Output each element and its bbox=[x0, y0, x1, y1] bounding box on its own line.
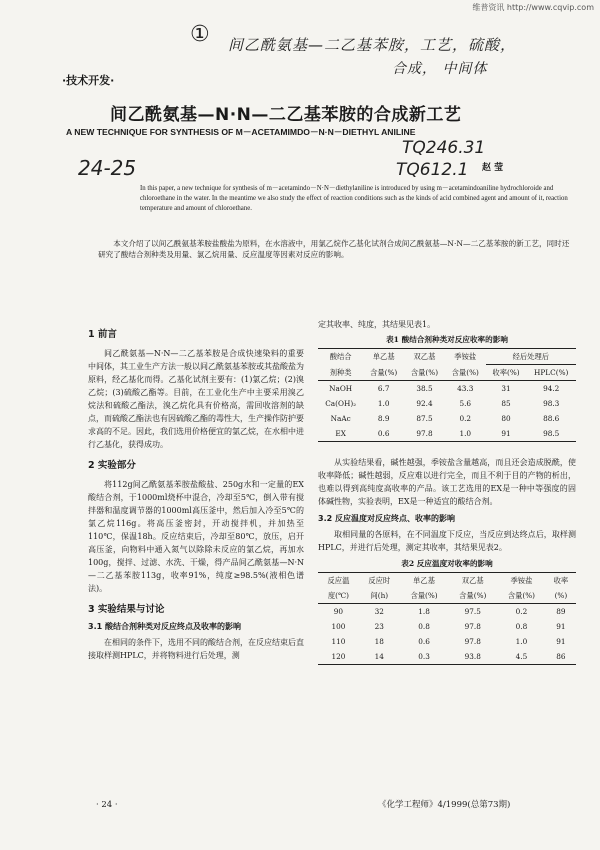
circle-mark: ① bbox=[190, 22, 210, 47]
table-cell: 91 bbox=[501, 429, 511, 438]
table-cell: 43.3 bbox=[457, 384, 474, 393]
table-row bbox=[318, 619, 576, 634]
left-column bbox=[88, 328, 304, 662]
abstract-english: In this paper, a new technique for synthesis of m－acetamindo－N·N－diethylaniline is introduced by using m－acetamindoaniline hydrochloroide and chloroethane in the water. In the meantime we also study the effect of reaction conditions such as the kinds of acid combined agent and amount of it, reaction temperature and amount of chloroethane. bbox=[140, 185, 568, 212]
table-row bbox=[318, 381, 576, 397]
table-cell: 92.4 bbox=[416, 399, 433, 408]
table2-header-cell: 反应温 bbox=[327, 576, 350, 585]
watermark: 维普资讯 http://www.cqvip.com bbox=[472, 3, 594, 12]
table-cell: NaAc bbox=[330, 414, 351, 423]
table1-intro: 定其收率、纯度，其结果见表1。 bbox=[318, 320, 436, 329]
table-cell: 91 bbox=[556, 637, 566, 646]
table-cell: 0.6 bbox=[418, 637, 430, 646]
page-number: · 24 · bbox=[96, 800, 118, 810]
table-cell: 97.8 bbox=[416, 429, 433, 438]
table-cell: 32 bbox=[374, 607, 384, 616]
table1-header-cell: 剂种类 bbox=[329, 367, 352, 377]
table2-header-cell: 含量(%) bbox=[507, 591, 536, 600]
table2 bbox=[318, 572, 576, 665]
handwritten-catalog-2: TQ612.1 bbox=[396, 160, 469, 180]
table1-header-cell: 季铵盐 bbox=[454, 352, 477, 362]
table-cell: 0.3 bbox=[418, 652, 430, 661]
experimental-text: 将112g间乙酰氨基苯胺盐酸盐、250g水和一定量的EX酸结合剂，于1000ml烧杯中混合，冷却至5℃，倒入带有搅拌器和温度调节器的1000ml高压釜中，然后加入冷至5℃的氯乙烷116g。将高压釜密封，开动搅拌机，并加热至110℃，保温18h。反应结束后，冷却至80℃，放压，启开高压釜，向物料中通入氮气以除除未反应的氯乙烷，再加水100g，搅拌、过滤、水洗、干燥，得产品间乙酰氨基—N·N—二乙基苯胺113g，收率91%，纯度≥98.5%(液相色谱法)。 bbox=[88, 480, 304, 593]
table-cell: 97.8 bbox=[464, 637, 481, 646]
handwritten-keywords: 间乙酰氨基—二乙基苯胺，工艺，硫酸， bbox=[228, 36, 517, 54]
heading-results: 3 实验结果与讨论 bbox=[88, 604, 165, 615]
abstract-chinese: 本文介绍了以间乙酰氨基苯胺盐酸盐为原料，在水溶液中，用氯乙烷作乙基化试剂合成间乙酰氨基—N·N—二乙基苯胺的新工艺，同时还研究了酸结合剂种类及用量、氯乙烷用量、反应温度等因素对反应的影响。 bbox=[98, 239, 570, 259]
table-cell: 97.8 bbox=[464, 622, 481, 631]
table-cell: 85 bbox=[501, 399, 511, 408]
handwritten-pages: 24-25 bbox=[78, 156, 137, 180]
table1-caption: 表1 酸结合剂种类对反应收率的影响 bbox=[386, 335, 508, 344]
table1-header-cell: HPLC(%) bbox=[534, 368, 569, 377]
table-cell: 100 bbox=[331, 622, 346, 631]
table-cell: 5.6 bbox=[459, 399, 472, 408]
table2-header-cell: (%) bbox=[554, 591, 568, 600]
table2-header-cell: 间(h) bbox=[370, 591, 389, 600]
handwritten-keywords-2: 合成， 中间体 bbox=[392, 61, 488, 77]
table2-header-cell: 度(℃) bbox=[327, 591, 349, 600]
table-row bbox=[318, 411, 576, 426]
table-cell: 94.2 bbox=[543, 384, 560, 393]
table2-caption: 表2 反应温度对收率的影响 bbox=[401, 559, 493, 568]
title-english: A NEW TECHNIQUE FOR SYNTHESIS OF M－ACETAMIMDO－N·N－DIETHYL ANILINE bbox=[66, 127, 416, 137]
table-cell: 86 bbox=[556, 652, 566, 661]
table1-header-cell: 收率(%) bbox=[492, 368, 520, 377]
table-cell: 31 bbox=[501, 384, 511, 393]
table2-header-cell: 含量(%) bbox=[410, 591, 438, 600]
table-cell: 87.5 bbox=[416, 414, 433, 423]
heading-acid-agent: 3.1 酸结合剂种类对反应终点及收率的影响 bbox=[88, 622, 241, 631]
table-cell: 38.5 bbox=[416, 384, 433, 393]
heading-experimental: 2 实验部分 bbox=[88, 460, 136, 471]
right-column bbox=[318, 318, 576, 665]
table-cell: 89 bbox=[556, 607, 566, 616]
table-cell: 1.0 bbox=[459, 429, 472, 438]
table-cell: 8.9 bbox=[377, 414, 390, 423]
table-cell: 91 bbox=[556, 622, 566, 631]
table1-header-cell: 单乙基 bbox=[372, 352, 395, 362]
table2-header-cell: 双乙基 bbox=[461, 576, 484, 585]
table-cell: 1.8 bbox=[418, 607, 430, 616]
table-cell: 97.5 bbox=[464, 607, 481, 616]
table-cell: 110 bbox=[331, 637, 346, 646]
table-cell: 98.3 bbox=[543, 399, 560, 408]
discussion-text: 从实验结果看，碱性越强，季铵盐含量越高，而且还会造成脱酰，使收率降低；碱性越弱，反应难以进行完全，而且不利于目的产物的析出，也难以得到高纯度高收率的产品。该工艺选用的EX是一种中等强度的固体碱性物，实验表明，EX是一种适宜的酸结合剂。 bbox=[318, 458, 576, 506]
temperature-text: 取相同量的各原料，在不同温度下反应，当反应到达终点后，取样测HPLC，并进行后处理，测定其收率，其结果见表2。 bbox=[318, 530, 576, 552]
heading-introduction: 1 前言 bbox=[88, 329, 117, 340]
table-cell: EX bbox=[335, 429, 346, 438]
table-cell: 80 bbox=[501, 414, 511, 423]
table-cell: 0.6 bbox=[377, 429, 390, 438]
heading-temperature: 3.2 反应温度对反应终点、收率的影响 bbox=[318, 514, 455, 523]
table-row bbox=[318, 604, 576, 620]
table-cell: 0.8 bbox=[418, 622, 430, 631]
table-row bbox=[318, 396, 576, 411]
handwritten-catalog-1: TQ246.31 bbox=[402, 138, 486, 158]
table2-header-cell: 含量(%) bbox=[459, 591, 487, 600]
table-cell: 14 bbox=[374, 652, 384, 661]
table2-header-cell: 季铵盐 bbox=[510, 576, 533, 585]
table-cell: 98.5 bbox=[543, 429, 560, 438]
table-cell: 18 bbox=[374, 637, 384, 646]
introduction-text: 间乙酰氨基—N·N—二乙基苯胺是合成快速染料的重要中间体，其工业生产方法一般以间乙酰氨基苯胺或其盐酸盐为原料，经乙基化而得。乙基化试剂主要有：(1)氯乙烷；(2)溴乙烷；(3)硫酸乙酯等。目前，在工业化生产中主要采用溴乙烷法和硫酸乙酯法，溴乙烷化具有价格高，需回收溶剂的缺点，而硫酸乙酯法也有因硫酸乙酯的毒性大，生产操作防护要求高的不足。因此，我们选用价格便宜的氯乙烷，在水相中进行乙基化，获得成功。 bbox=[88, 349, 304, 449]
author: 赵 莹 bbox=[482, 163, 504, 173]
title-chinese: 间乙酰氨基—N·N—二乙基苯胺的合成新工艺 bbox=[110, 105, 462, 125]
table2-header-cell: 反应时 bbox=[368, 576, 391, 585]
table2-header-cell: 单乙基 bbox=[413, 576, 435, 585]
table1-header-cell: 含量(%) bbox=[370, 367, 398, 377]
table-cell: 0.8 bbox=[515, 622, 528, 631]
table1-header-cell: 双乙基 bbox=[413, 352, 436, 362]
table-cell: 6.7 bbox=[377, 384, 390, 393]
table1-header-cell: 含量(%) bbox=[451, 367, 479, 377]
table1 bbox=[318, 348, 576, 442]
table-row bbox=[318, 649, 576, 665]
table1-header-cell: 含量(%) bbox=[410, 367, 439, 377]
table-cell: 93.8 bbox=[464, 652, 481, 661]
table-cell: 120 bbox=[331, 652, 346, 661]
table-cell: NaOH bbox=[329, 384, 353, 393]
table-cell: Ca(OH)₂ bbox=[325, 399, 357, 408]
table-cell: 88.6 bbox=[543, 414, 560, 423]
table-cell: 23 bbox=[374, 622, 384, 631]
acid-agent-text: 在相同的条件下，选用不同的酸结合剂，在反应结束后直接取样测HPLC，并将物料进行后处理，测 bbox=[88, 638, 304, 660]
table-cell: 4.5 bbox=[515, 652, 528, 661]
table-row bbox=[318, 634, 576, 649]
table-cell: 0.2 bbox=[515, 607, 528, 616]
section-label: ·技术开发· bbox=[62, 74, 115, 87]
table-cell: 1.0 bbox=[515, 637, 528, 646]
table-cell: 0.2 bbox=[459, 414, 472, 423]
table1-header-cell: 经后处理后 bbox=[486, 349, 576, 365]
table2-header-cell: 收率 bbox=[553, 576, 569, 585]
table-row bbox=[318, 426, 576, 442]
table-cell: 90 bbox=[333, 607, 344, 616]
table1-header-cell: 酸结合 bbox=[329, 352, 352, 362]
journal-citation: 《化学工程师》4/1999(总第73期) bbox=[378, 800, 511, 810]
table-cell: 1.0 bbox=[377, 399, 390, 408]
